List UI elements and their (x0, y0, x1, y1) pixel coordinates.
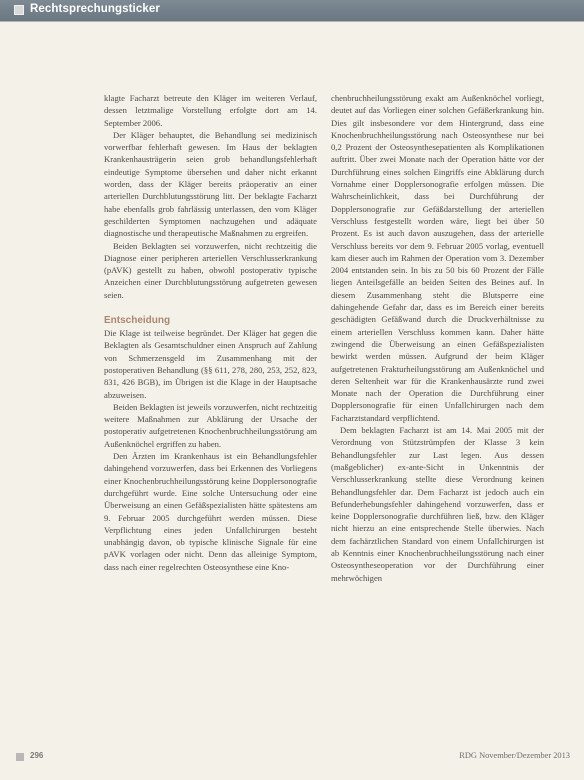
section-heading: Entscheidung (104, 315, 171, 327)
paragraph: chenbruchheilungsstörung exakt am Außenknöchel vorliegt, deutet auf das Vorliegen einer solchen Gefäßerkrankung hin. Dies gilt insbesondere vor dem Hintergrund, dass eine Knochenbruchheilungsstörung nach Osteosynthese nur bei 0,2 Prozent der Osteosynthesepatienten als Komplikationen auftritt. Über zwei Monate nach der Operation hätte vor der Durchführung eines solchen Eingriffs eine Abklärung durch Vornahme einer Dopplersonografie erfolgen müssen. Die Wahrscheinlichkeit, dass bei Durchführung der Dopplersonografie zur Gefäßdarstellung der arteriellen Verschluss festgestellt worden wäre, liegt bei über 50 Prozent. Es ist auch davon auszugehen, dass der arterielle Verschluss bereits vor dem 9. Februar 2005 vorlag, eventuell kam dieser auch im Rahmen der Operation vom 3. Dezember 2004 entstanden sein. In bis zu 50 bis 60 Prozent der Fälle liegen Anteilsgefälle an beiden Seiten des Beines auf. In diesem Zusammenhang steht die Blutsperre eine dahingehende Gefahr dar, dass es im Bereich einer bereits geschädigten Gefäßwand durch die Druckverhältnisse zu einem arteriellen Verschluss kommen kann. Daher hätte zwingend die Überweisung an einen Gefäßspezialisten bewirkt werden müssen. Aufgrund der beim Kläger aufgetretenen Frakturheilungsstörung am Außenknöchel und deren Seltenheit war für die Krankenhausärzte rund zwei Monate nach der Operation die Durchführung einer Dopplersonografie für einen Unfallchirurgen nach dem Facharztstandard verpflichtend. (331, 93, 544, 423)
page-number: 296 (16, 751, 43, 765)
text-column-right (331, 92, 544, 742)
paragraph: Beiden Beklagten sei vorzuwerfen, nicht rechtzeitig die Diagnose einer peripheren arteriellen Verschlusserkrankung (pAVK) gestellt zu haben, obwohl postoperativ typische Anzeichen einer Durchblutungsstörung aufgetreten gewesen seien. (104, 240, 317, 300)
running-header (0, 0, 584, 22)
header-marker-icon (14, 5, 24, 15)
paragraph: Dem beklagten Facharzt ist am 14. Mai 2005 mit der Verordnung von Stützstrümpfen der Klasse 3 kein Behandlungsfehler zur Last legen. Aus dessen (maßgeblicher) ex-ante-Sicht in Unkenntnis der Verschlusserkrankung stellte diese Verordnung keinen Behandlungsfehler dar. Dem Facharzt ist jedoch auch ein Befunderhebungsfehler dahingehend vorzuwerfen, dass er keine Dopplersonografie durchführen ließ, bzw. den Kläger nicht hierzu an eine entsprechende Stelle überwies. Nach dem fachärztlichen Standard von einem Unfallchirurgen ist ab Kenntnis einer Knochenbruchheilungsstörung nach einer Osteosyntheseoperation vor der Durchführung einer mehrwöchigen (331, 425, 544, 583)
paragraph: Die Klage ist teilweise begründet. Der Kläger hat gegen die Beklagten als Gesamtschuldner einen Anspruch auf Zahlung von Schmerzensgeld im Zusammenhang mit der postoperativen Behandlung (§§ 611, 278, 280, 253, 252, 823, 831, 426 BGB), im Übrigen ist die Klage in der Hauptsache abzuweisen. (104, 328, 317, 400)
text-column-left (104, 92, 317, 742)
paragraph: Der Kläger behauptet, die Behandlung sei medizinisch vorwerfbar fehlerhaft gewesen. Im Haus der beklagten Krankenhausträgerin seien grob behandlungsfehlerhaft eindeutige Symptome übersehen und daher nicht erkannt worden, dass der Kläger bereits präoperativ an einer arteriellen Durchblutungsstörung litt. Der beklagte Facharzt habe ebenfalls grob fahrlässig unterlassen, den vom Kläger geschilderten Symptomen nachzugehen und adäquate diagnostische und therapeutische Maßnahmen zu ergreifen. (104, 129, 317, 239)
paragraph: Den Ärzten im Krankenhaus ist ein Behandlungsfehler dahingehend vorzuwerfen, dass bei Erkennen des Vorliegens einer Knochenbruchheilungsstörung keine Dopplersonografie durchgeführt wurde. Eine solche Untersuchung oder eine Überweisung an einen Gefäßspezialisten hätte spätestens am 9. Februar 2005 durchgeführt werden müssen. Diese Verpflichtung eines jeden Unfallchirurgen besteht unabhängig davon, ob typische klinische Signale für eine pAVK vorlagen oder nicht. Denn das alleinige Symptom, dass nach einer regelrechten Osteosynthese eine Kno- (104, 451, 317, 572)
journal-issue: RDG November/Dezember 2013 (459, 751, 570, 760)
paragraph: Beiden Beklagten ist jeweils vorzuwerfen, nicht rechtzeitig weitere Maßnahmen zur Abklärung der Ursache der postoperativ aufgetretenen Knochenbruchheilungsstörung am Außenknöchel ergriffen zu haben. (104, 401, 317, 449)
section-title: Rechtsprechungsticker (30, 3, 160, 15)
paragraph: klagte Facharzt betreute den Kläger im weiteren Verlauf, dessen letztmalige Vorstellung erfolgte dort am 14. September 2006. (104, 93, 317, 128)
